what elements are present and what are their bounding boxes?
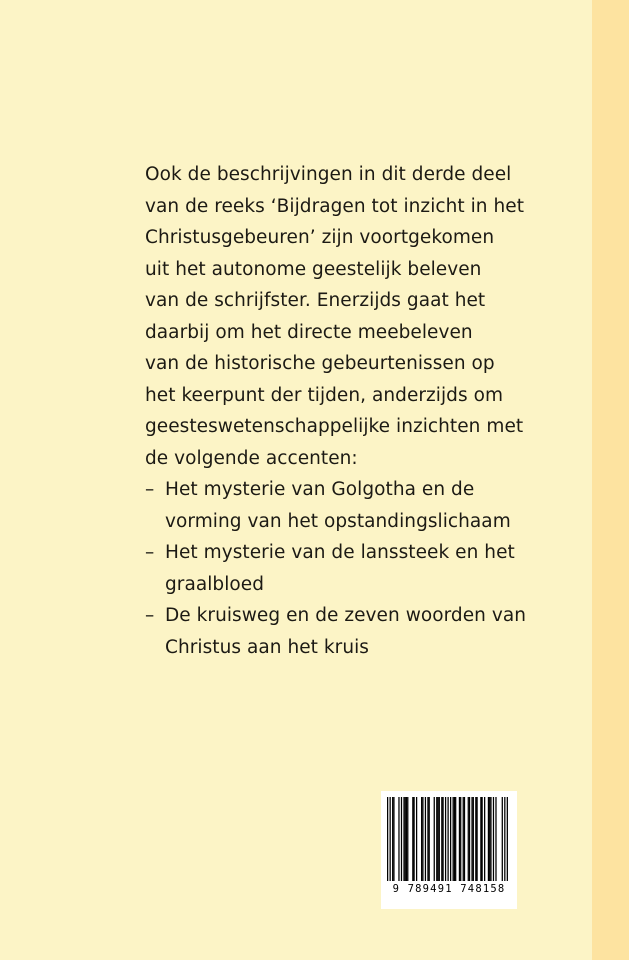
blurb-paragraph [145, 159, 575, 474]
barcode-bar [445, 797, 446, 881]
barcode-bar [427, 797, 428, 881]
back-cover-blurb [145, 159, 575, 663]
accent-list [145, 474, 575, 663]
barcode-bar [453, 797, 454, 881]
barcode-bar [412, 797, 413, 881]
isbn-number: 9 789491 748158 [392, 883, 506, 895]
blurb-line: van de reeks ‘Bijdragen tot inzicht in het [145, 195, 525, 217]
blurb-line: het keerpunt der tijden, anderzijds om [145, 384, 504, 406]
blurb-line: daarbij om het directe meebeleven [145, 321, 473, 343]
barcode-bar [447, 797, 448, 881]
blurb-line: uit het autonome geestelijk beleven [145, 258, 482, 280]
barcode-bar [473, 797, 474, 881]
barcode-bar [387, 797, 388, 881]
barcode-bar [480, 797, 481, 881]
barcode [381, 791, 517, 909]
barcode-bar [469, 797, 470, 881]
barcode-bar [390, 797, 391, 881]
spine-strip [592, 0, 629, 960]
barcode-bar [441, 797, 442, 881]
barcode-bar [463, 797, 464, 881]
barcode-bar [393, 797, 394, 881]
list-dash: – [145, 605, 155, 626]
barcode-bar [490, 797, 491, 881]
blurb-line: Christusgebeuren’ zijn voortgekomen [145, 227, 495, 248]
blurb-line: geesteswetenschappelijke inzichten met [145, 416, 524, 437]
barcode-bar [401, 797, 402, 881]
accent-line: Het mysterie van de lanssteek en het [165, 542, 515, 563]
barcode-bar [489, 797, 490, 881]
barcode-bar [507, 797, 508, 881]
barcode-bar [421, 797, 422, 881]
barcode-bar [429, 797, 430, 881]
barcode-bar [403, 797, 404, 881]
barcode-bar [504, 797, 505, 881]
barcode-bar [493, 797, 494, 881]
barcode-bar [442, 797, 443, 881]
accent-item-lanssteek [145, 537, 575, 600]
barcode-bar [488, 797, 489, 881]
barcode-bar [454, 797, 455, 881]
barcode-bar [405, 797, 406, 881]
barcode-bar [413, 797, 414, 881]
barcode-bars [387, 797, 511, 881]
blurb-line: de volgende accenten: [145, 447, 358, 469]
barcode-bar [468, 797, 469, 881]
blurb-line: van de schrijfster. Enerzijds gaat het [145, 290, 486, 311]
barcode-bar [495, 797, 496, 881]
barcode-bar [459, 797, 460, 881]
accent-line: vorming van het opstandingslichaam [165, 510, 511, 532]
barcode-bar [436, 797, 437, 881]
barcode-bar [502, 797, 503, 881]
accent-line: graalbloed [165, 573, 264, 595]
list-dash: – [145, 542, 155, 563]
barcode-bar [406, 797, 407, 881]
barcode-bar [484, 797, 485, 881]
barcode-bar [398, 797, 399, 881]
accent-line: Het mysterie van Golgotha en de [165, 479, 475, 500]
blurb-line: van de historische gebeurtenissen op [145, 353, 495, 374]
barcode-bar [425, 797, 426, 881]
barcode-bar [464, 797, 465, 881]
barcode-bar [471, 797, 472, 881]
accent-line: Christus aan het kruis [165, 636, 369, 658]
barcode-bar [460, 797, 461, 881]
barcode-bar [450, 797, 451, 881]
blurb-line: Ook de beschrijvingen in dit derde deel [145, 164, 512, 185]
accent-line: De kruisweg en de zeven woorden van [165, 605, 527, 626]
accent-item-kruisweg [145, 600, 575, 663]
barcode-bar [407, 797, 408, 881]
accent-item-golgotha [145, 474, 575, 537]
barcode-bar [392, 797, 393, 881]
barcode-bar [434, 797, 435, 881]
list-dash: – [145, 479, 155, 500]
barcode-bar [416, 797, 417, 881]
barcode-bar [455, 797, 456, 881]
barcode-bar [476, 797, 477, 881]
barcode-bar [482, 797, 483, 881]
barcode-bar [475, 797, 476, 881]
barcode-bar [437, 797, 438, 881]
barcode-bar [439, 797, 440, 881]
barcode-bar [422, 797, 423, 881]
